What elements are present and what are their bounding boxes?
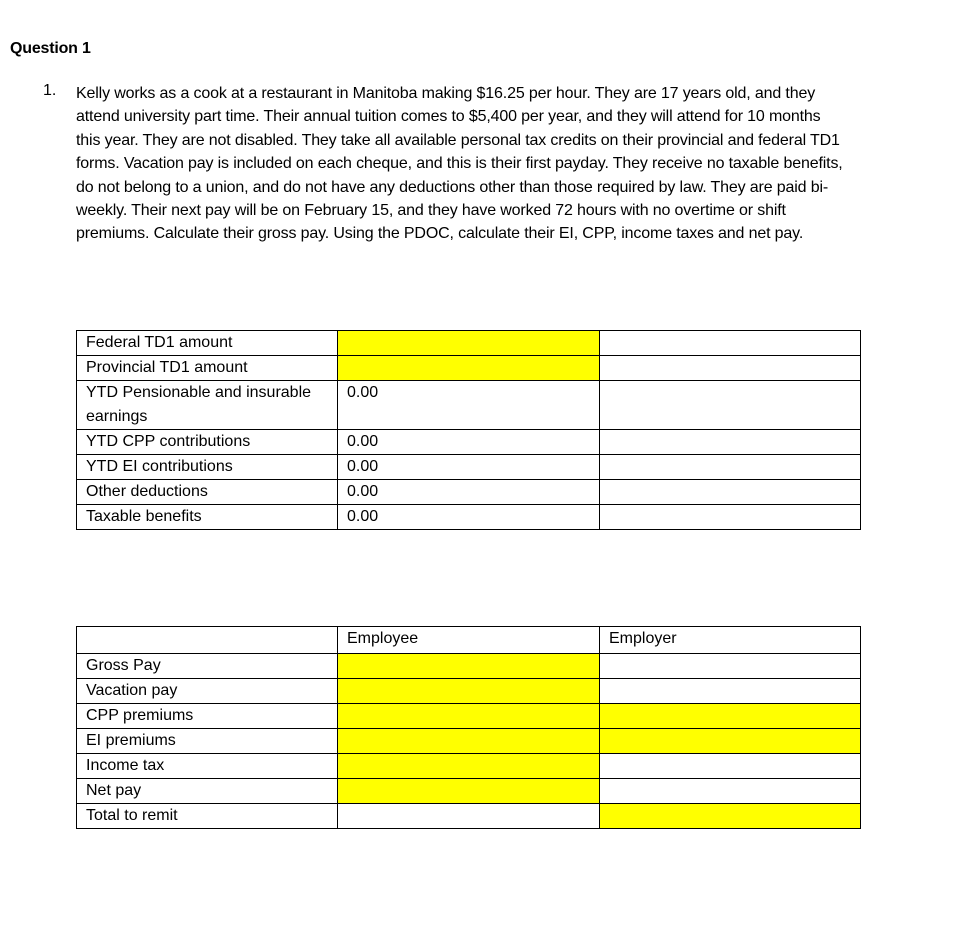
other-deductions-extra-cell <box>600 480 861 505</box>
ytd-ei-extra-cell <box>600 455 861 480</box>
table-row <box>77 804 861 829</box>
income-tax-employer-cell <box>600 754 861 779</box>
gross-pay-employee-cell[interactable] <box>338 654 600 679</box>
cpp-premiums-label: CPP premiums <box>77 704 338 729</box>
net-pay-employee-cell[interactable] <box>338 779 600 804</box>
pay-calculation-table <box>76 626 861 829</box>
table-row <box>77 455 861 480</box>
federal-td1-label: Federal TD1 amount <box>77 331 338 356</box>
federal-td1-answer-cell[interactable] <box>338 331 600 356</box>
table-row <box>77 480 861 505</box>
total-to-remit-label: Total to remit <box>77 804 338 829</box>
ytd-pensionable-value: 0.00 <box>338 381 600 430</box>
other-deductions-label: Other deductions <box>77 480 338 505</box>
ei-premiums-label: EI premiums <box>77 729 338 754</box>
cpp-premiums-employee-cell[interactable] <box>338 704 600 729</box>
header-label-cell <box>77 627 338 654</box>
ei-premiums-employer-cell[interactable] <box>600 729 861 754</box>
table-header-row <box>77 627 861 654</box>
page-heading: Question 1 <box>10 40 91 57</box>
question-text: Kelly works as a cook at a restaurant in Manitoba making $16.25 per hour. They are 17 years old, and they attend university part time. Their annual tuition comes to $5,400 per year, and they will attend for 10 months this year. They are not disabled. They take all available personal tax credits on their provincial and federal TD1 forms. Vacation pay is included on each cheque, and this is their first payday. They receive no taxable benefits, do not belong to a union, and do not have any deductions other than those required by law. They are paid bi-weekly. Their next pay will be on February 15, and they have worked 72 hours with no overtime or shift premiums. Calculate their gross pay. Using the PDOC, calculate their EI, CPP, income taxes and net pay. <box>76 85 843 243</box>
ytd-cpp-value: 0.00 <box>338 430 600 455</box>
td1-input-table <box>76 330 861 530</box>
income-tax-employee-cell[interactable] <box>338 754 600 779</box>
gross-pay-label: Gross Pay <box>77 654 338 679</box>
table-row <box>77 704 861 729</box>
ytd-pensionable-label: YTD Pensionable and insurable earnings <box>77 381 338 430</box>
provincial-td1-label: Provincial TD1 amount <box>77 356 338 381</box>
net-pay-label: Net pay <box>77 779 338 804</box>
ytd-cpp-label: YTD CPP contributions <box>77 430 338 455</box>
table-row <box>77 754 861 779</box>
taxable-benefits-label: Taxable benefits <box>77 505 338 530</box>
ytd-cpp-extra-cell <box>600 430 861 455</box>
income-tax-label: Income tax <box>77 754 338 779</box>
other-deductions-value: 0.00 <box>338 480 600 505</box>
vacation-pay-label: Vacation pay <box>77 679 338 704</box>
ytd-pensionable-extra-cell <box>600 381 861 430</box>
cpp-premiums-employer-cell[interactable] <box>600 704 861 729</box>
ytd-ei-label: YTD EI contributions <box>77 455 338 480</box>
table-row <box>77 654 861 679</box>
ei-premiums-employee-cell[interactable] <box>338 729 600 754</box>
header-employee: Employee <box>338 627 600 654</box>
table-row <box>77 356 861 381</box>
taxable-benefits-extra-cell <box>600 505 861 530</box>
provincial-td1-answer-cell[interactable] <box>338 356 600 381</box>
header-employer: Employer <box>600 627 861 654</box>
table-row <box>77 679 861 704</box>
provincial-td1-extra-cell <box>600 356 861 381</box>
vacation-pay-employer-cell <box>600 679 861 704</box>
ytd-ei-value: 0.00 <box>338 455 600 480</box>
vacation-pay-employee-cell[interactable] <box>338 679 600 704</box>
table-row <box>77 430 861 455</box>
federal-td1-extra-cell <box>600 331 861 356</box>
table-row <box>77 729 861 754</box>
total-to-remit-employer-cell[interactable] <box>600 804 861 829</box>
table-row <box>77 381 861 430</box>
gross-pay-employer-cell <box>600 654 861 679</box>
question-number: 1. <box>43 82 57 99</box>
table-row <box>77 505 861 530</box>
total-to-remit-employee-cell <box>338 804 600 829</box>
net-pay-employer-cell <box>600 779 861 804</box>
table-row <box>77 331 861 356</box>
taxable-benefits-value: 0.00 <box>338 505 600 530</box>
table-row <box>77 779 861 804</box>
